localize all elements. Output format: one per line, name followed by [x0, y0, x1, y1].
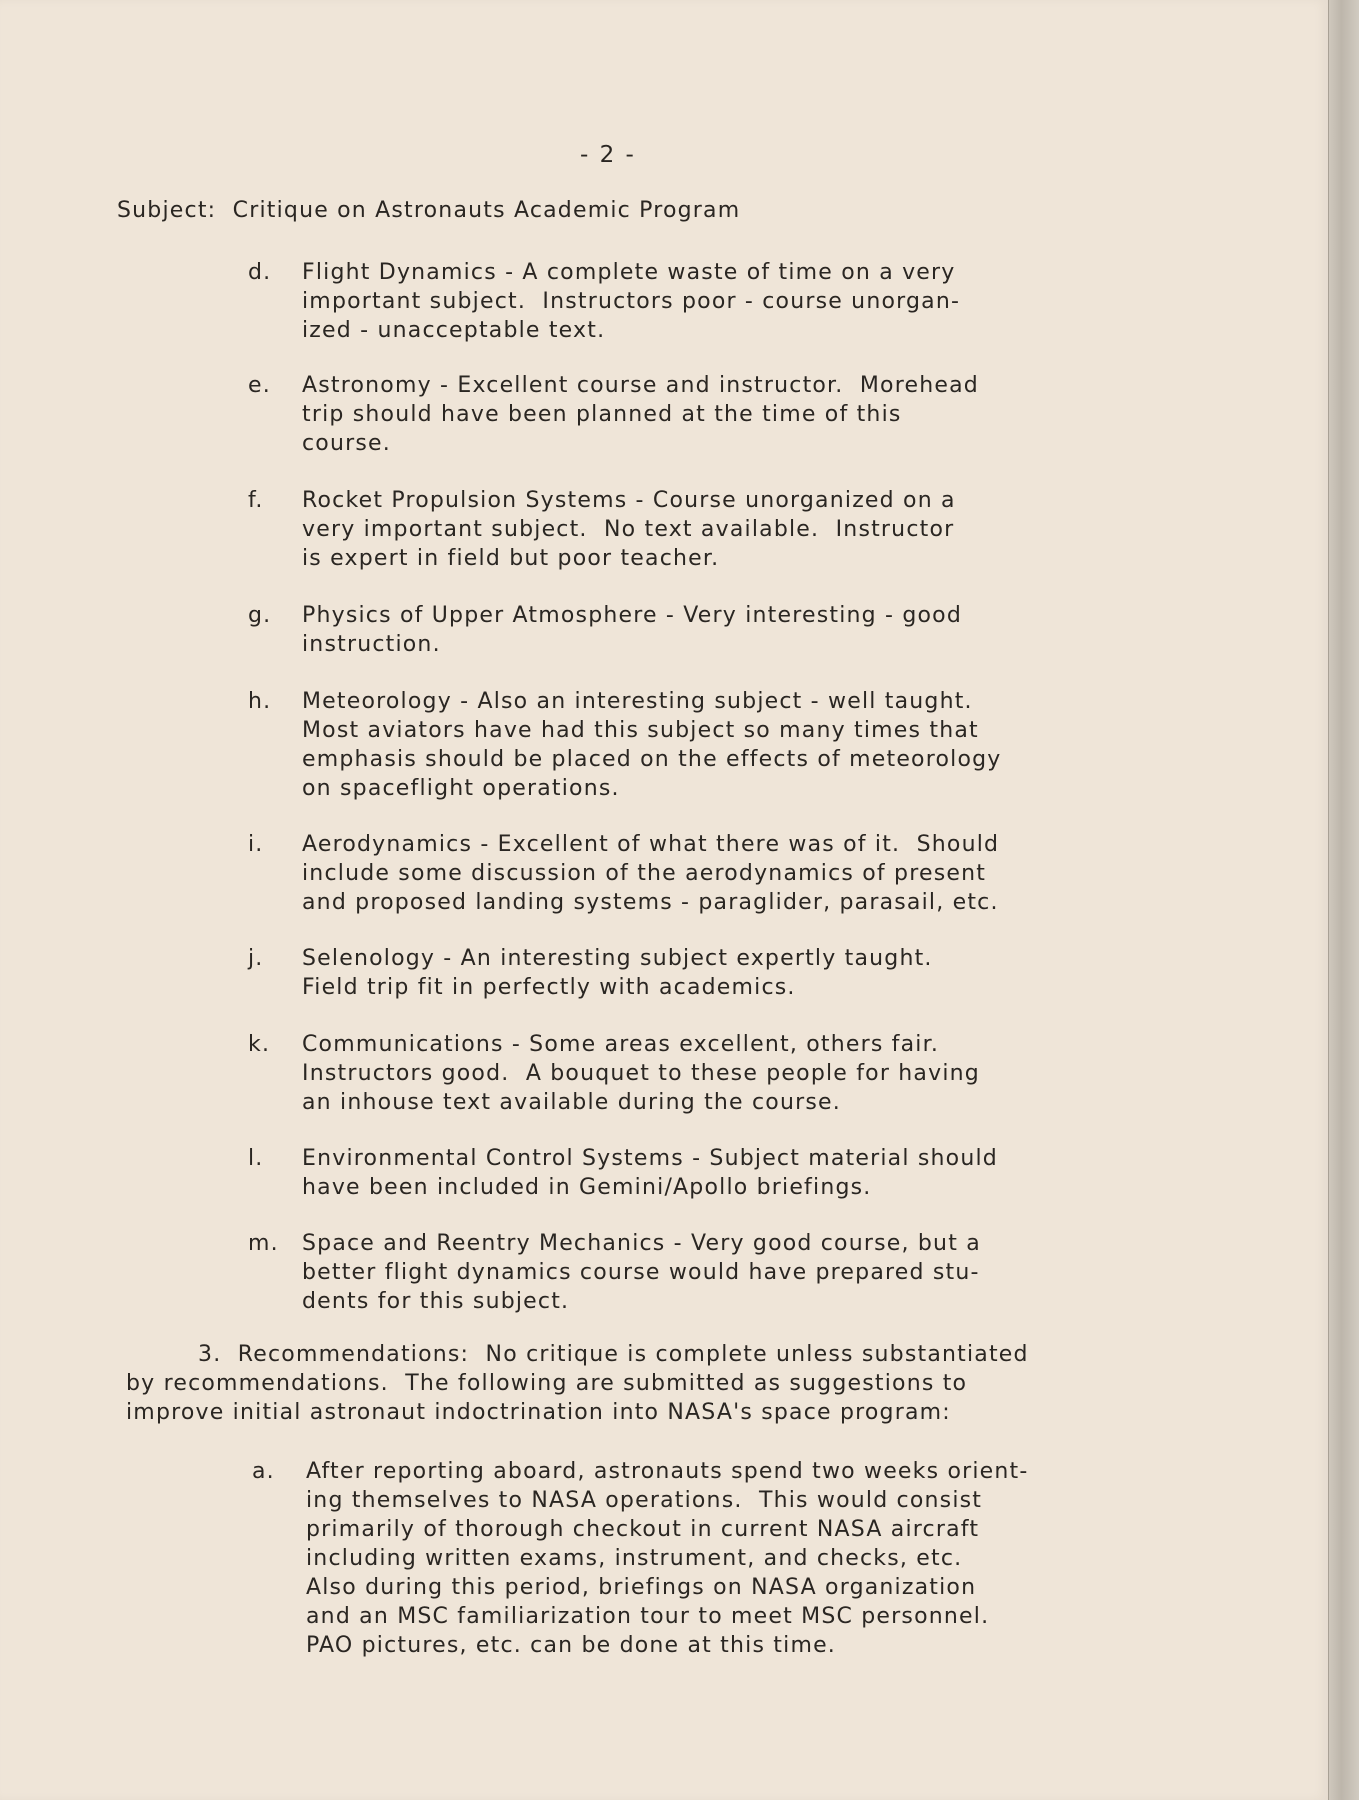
item-line: better flight dynamics course would have prepared stu-	[302, 1260, 980, 1285]
item-line: Flight Dynamics - A complete waste of time on a very	[302, 260, 956, 285]
item-letter: k.	[248, 1032, 271, 1057]
item-text	[302, 1229, 1122, 1316]
item-letter: j.	[248, 946, 264, 971]
item-line: Physics of Upper Atmosphere - Very interesting - good	[302, 603, 962, 628]
item-letter: d.	[248, 260, 272, 285]
item-text	[302, 601, 1122, 659]
item-line: instruction.	[302, 632, 441, 657]
item-line: After reporting aboard, astronauts spend two weeks orient-	[306, 1459, 1029, 1484]
item-text	[302, 1144, 1122, 1202]
subject-title: Critique on Astronauts Academic Program	[232, 198, 741, 223]
item-letter: g.	[248, 603, 272, 628]
item-line: include some discussion of the aerodynamics of present	[302, 861, 987, 886]
item-letter: f.	[248, 488, 264, 513]
paragraph-line: improve initial astronaut indoctrination into NASA's space program:	[126, 1400, 951, 1425]
item-text	[302, 687, 1122, 803]
item-text	[302, 944, 1122, 1002]
item-line: emphasis should be placed on the effects of meteorology	[302, 747, 1002, 772]
item-text	[302, 830, 1122, 917]
item-letter: h.	[248, 689, 272, 714]
item-line: Environmental Control Systems - Subject material should	[302, 1146, 998, 1171]
item-line: dents for this subject.	[302, 1289, 570, 1314]
item-line: very important subject. No text available. Instructor	[302, 517, 955, 542]
item-letter: a.	[252, 1459, 275, 1484]
item-line: Instructors good. A bouquet to these people for having	[302, 1061, 980, 1086]
item-line: important subject. Instructors poor - course unorgan-	[302, 289, 961, 314]
item-line: primarily of thorough checkout in current NASA aircraft	[306, 1517, 980, 1542]
item-letter: e.	[248, 373, 271, 398]
item-line: and an MSC familiarization tour to meet MSC personnel.	[306, 1604, 990, 1629]
item-line: including written exams, instrument, and checks, etc.	[306, 1546, 963, 1571]
item-text	[302, 371, 1122, 458]
item-line: ing themselves to NASA operations. This would consist	[306, 1488, 983, 1513]
item-text	[306, 1457, 1126, 1660]
item-line: Also during this period, briefings on NASA organization	[306, 1575, 977, 1600]
item-line: trip should have been planned at the time of this	[302, 402, 902, 427]
item-letter: m.	[248, 1231, 279, 1256]
item-line: Space and Reentry Mechanics - Very good course, but a	[302, 1231, 981, 1256]
item-line: have been included in Gemini/Apollo briefings.	[302, 1175, 872, 1200]
subject-line	[117, 198, 740, 223]
item-line: on spaceflight operations.	[302, 776, 620, 801]
item-line: course.	[302, 431, 391, 456]
item-line: PAO pictures, etc. can be done at this time.	[306, 1633, 837, 1658]
item-line: Astronomy - Excellent course and instructor. Morehead	[302, 373, 979, 398]
item-line: Most aviators have had this subject so many times that	[302, 718, 979, 743]
item-line: Field trip fit in perfectly with academics.	[302, 975, 796, 1000]
paragraph-line: 3. Recommendations: No critique is complete unless substantiated	[198, 1342, 1029, 1367]
item-line: Meteorology - Also an interesting subject - well taught.	[302, 689, 973, 714]
item-line: Rocket Propulsion Systems - Course unorganized on a	[302, 488, 956, 513]
item-line: is expert in field but poor teacher.	[302, 546, 720, 571]
recommendations-paragraph	[126, 1340, 1029, 1427]
item-line: Aerodynamics - Excellent of what there was of it. Should	[302, 832, 1000, 857]
item-line: ized - unacceptable text.	[302, 318, 606, 343]
item-line: an inhouse text available during the course.	[302, 1090, 841, 1115]
item-letter: i.	[248, 832, 264, 857]
item-line: and proposed landing systems - paraglider, parasail, etc.	[302, 890, 999, 915]
paragraph-line: by recommendations. The following are submitted as suggestions to	[126, 1371, 968, 1396]
item-letter: l.	[248, 1146, 264, 1171]
item-line: Selenology - An interesting subject expertly taught.	[302, 946, 933, 971]
item-text	[302, 258, 1122, 345]
page-number: - 2 -	[580, 142, 636, 168]
item-line: Communications - Some areas excellent, others fair.	[302, 1032, 940, 1057]
item-text	[302, 486, 1122, 573]
subject-label: Subject:	[117, 198, 217, 223]
page-edge	[1328, 0, 1359, 1800]
item-text	[302, 1030, 1122, 1117]
